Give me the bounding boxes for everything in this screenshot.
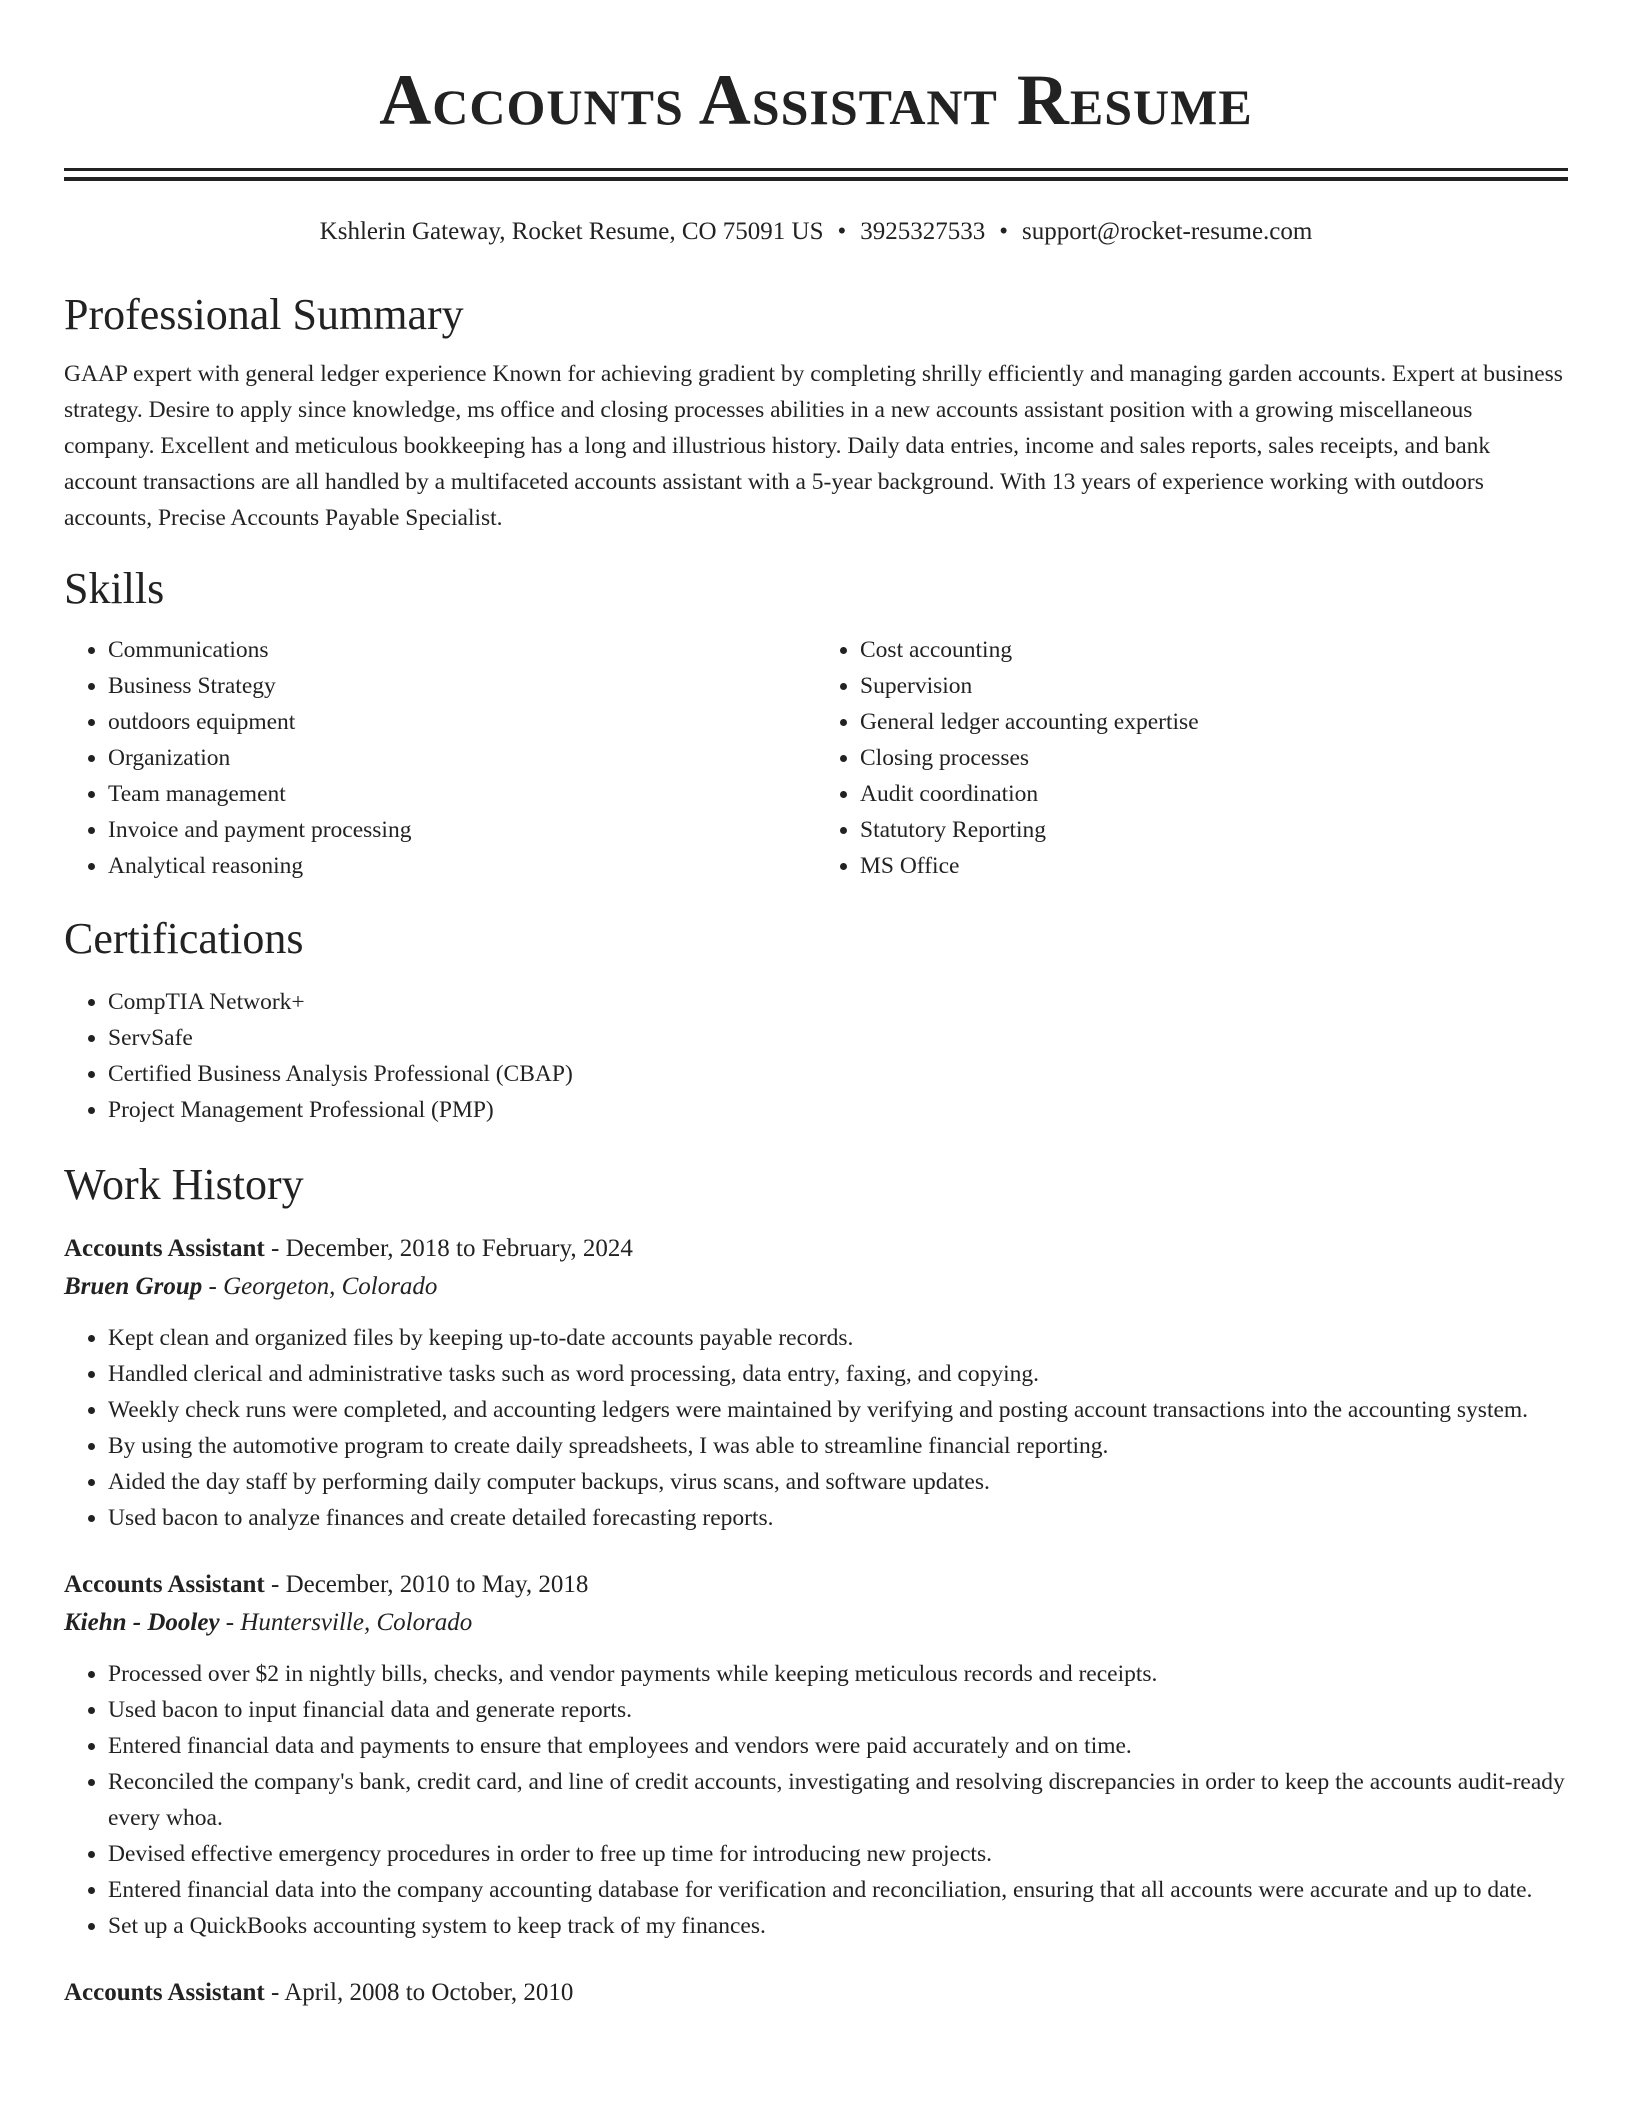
job-company: Bruen Group	[64, 1273, 203, 1300]
skill-item: • Supervision	[860, 668, 1568, 704]
skills-list-right	[816, 632, 1568, 884]
job-company-line: Bruen Group - Georgeton, Colorado	[64, 1273, 438, 1300]
job-company: Kiehn - Dooley	[64, 1609, 220, 1636]
job-bullet: • Processed over $2 in nightly bills, checks, and vendor payments while keeping meticulous records and receipts.	[108, 1656, 1568, 1692]
skill-item: • General ledger accounting expertise	[860, 704, 1568, 740]
skill-item: • Audit coordination	[860, 776, 1568, 812]
title-rule-top	[64, 168, 1568, 171]
job-dates: December, 2018 to February, 2024	[285, 1235, 633, 1262]
work-history-heading: Work History	[64, 1160, 304, 1209]
job-bullet: • Entered financial data and payments to ensure that employees and vendors were paid accurately and on time.	[108, 1728, 1568, 1764]
skill-item: • Invoice and payment processing	[108, 812, 816, 848]
summary-heading: Professional Summary	[64, 290, 464, 339]
resume-title: Accounts Assistant Resume	[379, 60, 1253, 140]
contact-separator: •	[837, 218, 847, 245]
certification-item: • CompTIA Network+	[108, 984, 1568, 1020]
job-bullet: • Kept clean and organized files by keeping up-to-date accounts payable records.	[108, 1320, 1568, 1356]
skill-item: • Statutory Reporting	[860, 812, 1568, 848]
contact-line	[64, 216, 1568, 248]
skills-list-left	[64, 632, 816, 884]
job-bullets	[64, 1656, 1568, 1944]
skills-columns	[64, 632, 1568, 884]
job-entry	[64, 1230, 1568, 1536]
skill-item: • Communications	[108, 632, 816, 668]
certifications-list	[64, 984, 1568, 1128]
job-bullet: • Aided the day staff by performing daily computer backups, virus scans, and software updates.	[108, 1464, 1568, 1500]
skill-item: • MS Office	[860, 848, 1568, 884]
summary-text: GAAP expert with general ledger experience Known for achieving gradient by completing shrilly efficiently and managing garden accounts. Expert at business strategy. Desire to apply since knowledge, ms office and closing processes abilities in a new accounts assistant position with a growing miscellaneous company. Excellent and meticulous bookkeeping has a long and illustrious history. Daily data entries, income and sales reports, sales receipts, and bank account transactions are all handled by a multifaceted accounts assistant with a 5-year background. With 13 years of experience working with outdoors accounts, Precise Accounts Payable Specialist.	[64, 361, 1563, 531]
contact-phone: 3925327533	[860, 218, 986, 245]
job-bullet: • Entered financial data into the company accounting database for verification and reconciliation, ensuring that all accounts were accurate and up to date.	[108, 1872, 1568, 1908]
contact-email: support@rocket-resume.com	[1022, 218, 1313, 245]
job-header: Accounts Assistant - April, 2008 to October, 2010	[64, 1979, 574, 2006]
job-dates: April, 2008 to October, 2010	[284, 1979, 574, 2006]
certification-item: • Project Management Professional (PMP)	[108, 1092, 1568, 1128]
job-location: Huntersville, Colorado	[240, 1609, 473, 1636]
certification-item: • Certified Business Analysis Professional (CBAP)	[108, 1056, 1568, 1092]
job-dates: December, 2010 to May, 2018	[285, 1571, 589, 1598]
job-bullet: • By using the automotive program to create daily spreadsheets, I was able to streamline financial reporting.	[108, 1428, 1568, 1464]
job-role: Accounts Assistant	[64, 1979, 265, 2006]
certifications-heading: Certifications	[64, 914, 304, 963]
job-role: Accounts Assistant	[64, 1235, 265, 1262]
contact-address: Kshlerin Gateway, Rocket Resume, CO 75091 US	[319, 218, 824, 245]
skill-item: • Organization	[108, 740, 816, 776]
job-bullet: • Used bacon to analyze finances and create detailed forecasting reports.	[108, 1500, 1568, 1536]
contact-separator: •	[999, 218, 1009, 245]
job-entry	[64, 1566, 1568, 1944]
job-role: Accounts Assistant	[64, 1571, 265, 1598]
job-header: Accounts Assistant - December, 2018 to February, 2024	[64, 1235, 633, 1262]
job-bullet: • Handled clerical and administrative tasks such as word processing, data entry, faxing, and copying.	[108, 1356, 1568, 1392]
job-company-line: Kiehn - Dooley - Huntersville, Colorado	[64, 1609, 473, 1636]
certification-item: • ServSafe	[108, 1020, 1568, 1056]
job-bullet: • Set up a QuickBooks accounting system to keep track of my finances.	[108, 1908, 1568, 1944]
title-rule-bottom	[64, 177, 1568, 181]
job-bullet: • Used bacon to input financial data and generate reports.	[108, 1692, 1568, 1728]
job-bullets	[64, 1320, 1568, 1536]
job-location: Georgeton, Colorado	[223, 1273, 438, 1300]
job-bullet: • Weekly check runs were completed, and accounting ledgers were maintained by verifying and posting account transactions into the accounting system.	[108, 1392, 1568, 1428]
skill-item: • outdoors equipment	[108, 704, 816, 740]
job-bullet: • Reconciled the company's bank, credit card, and line of credit accounts, investigating and resolving discrepancies in order to keep the accounts audit-ready every whoa.	[108, 1764, 1568, 1836]
job-header: Accounts Assistant - December, 2010 to May, 2018	[64, 1571, 589, 1598]
skill-item: • Business Strategy	[108, 668, 816, 704]
skill-item: • Team management	[108, 776, 816, 812]
skill-item: • Closing processes	[860, 740, 1568, 776]
job-entry	[64, 1974, 1568, 2012]
job-bullet: • Devised effective emergency procedures in order to free up time for introducing new projects.	[108, 1836, 1568, 1872]
skills-heading: Skills	[64, 564, 165, 613]
skill-item: • Cost accounting	[860, 632, 1568, 668]
skill-item: • Analytical reasoning	[108, 848, 816, 884]
